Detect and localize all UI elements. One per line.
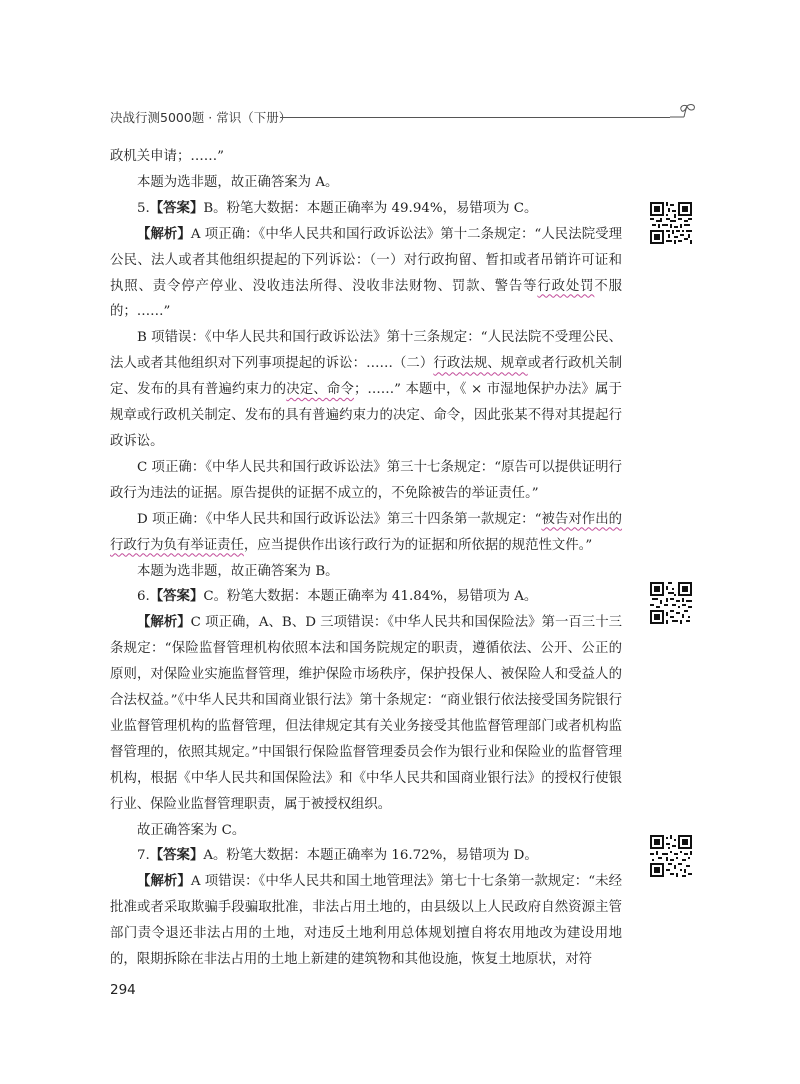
section-marker: 【解析】 (137, 614, 191, 631)
analysis-5-b: B 项错误：《中华人民共和国行政诉讼法》第十三条规定：“人民法院不受理公民、法人或者其他组织对下列事项提起的诉讼：……（二）行政法规、规章或者行政机关制定、发布的具有普遍约束力的决定、命令；……” 本题中，《 × 市湿地保护办法》属于规章或行政机关制定、发布的具有普遍约束力的决定、命令，因此张某不得对其提起行政诉讼。 (110, 330, 623, 449)
qr-code-icon[interactable] (650, 582, 692, 624)
analysis-5-d: D 项正确：《中华人民共和国行政诉讼法》第三十四条第一款规定：“被告对作出的行政行为负有举证责任，应当提供作出该行政行为的证据和所依据的规范性文件。” (110, 511, 623, 553)
paragraph: 本题为选非题，故正确答案为 A。 (137, 174, 339, 190)
wavy-underline: 决定、命令 (286, 382, 355, 398)
section-marker: 【解析】 (137, 873, 191, 890)
section-marker: 【答案】 (149, 199, 204, 216)
conclusion-6: 故正确答案为 C。 (137, 822, 246, 838)
wavy-underline: 行政处罚 (537, 278, 595, 294)
wavy-underline: 行政法规、规章 (433, 356, 528, 372)
answer-line-7: 7.【答案】A。粉笔大数据：本题正确率为 16.72%，易错项为 D。 (137, 847, 538, 864)
page-number: 294 (110, 982, 136, 998)
section-marker: 【答案】 (149, 588, 204, 605)
section-marker: 【解析】 (137, 225, 191, 242)
answer-explanations (110, 144, 622, 973)
answer-line-6: 6.【答案】C。粉笔大数据：本题正确率为 41.84%，易错项为 A。 (137, 588, 538, 605)
section-marker: 【答案】 (149, 847, 204, 864)
analysis-5-a: 【解析】A 项正确：《中华人民共和国行政诉讼法》第十二条规定：“人民法院受理公民、法人或者其他组织提起的下列诉讼：（一）对行政拘留、暂扣或者吊销许可证和执照、责令停产停业、没收违法所得、没收非法财物、罚款、警告等行政处罚不服的；……” (110, 225, 623, 320)
sprout-icon (670, 102, 698, 126)
paragraph: 政机关申请；……” (110, 149, 224, 164)
qr-code-icon[interactable] (650, 202, 692, 244)
analysis-5-c: C 项正确：《中华人民共和国行政诉讼法》第三十七条规定：“原告可以提供证明行政行为违法的证据。原告提供的证据不成立的，不免除被告的举证责任。” (110, 459, 622, 501)
running-header (110, 102, 690, 132)
analysis-7: 【解析】A 项错误：《中华人民共和国土地管理法》第七十七条第一款规定：“未经批准或者采取欺骗手段骗取批准，非法占用土地的，由县级以上人民政府自然资源主管部门责令退还非法占用的土地，对违反土地利用总体规划擅自将农用地改为建设用地的，限期拆除在非法占用的土地上新建的建筑物和其他设施，恢复土地原状，对符 (110, 873, 622, 968)
analysis-6: 【解析】C 项正确，A、B、D 三项错误：《中华人民共和国保险法》第一百三十三条规定：“保险监督管理机构依照本法和国务院规定的职责，遵循依法、公开、公正的原则，对保险业实施监督管理，维护保险市场秩序，保护投保人、被保险人和受益人的合法权益。”《中华人民共和国商业银行法》第十条规定：“商业银行依法接受国务院银行业监督管理机构的监督管理，但法律规定其有关业务接受其他监督管理部门或者机构监督管理的，依照其规定。”中国银行保险监督管理委员会作为银行业和保险业的监督管理机构，根据《中华人民共和国保险法》和《中华人民共和国商业银行法》的授权行使银行业、保险业监督管理职责，属于被授权组织。 (110, 614, 622, 812)
answer-line-5: 5.【答案】B。粉笔大数据：本题正确率为 49.94%，易错项为 C。 (137, 199, 538, 216)
book-title: 决战行测5000题 · 常识（下册） (110, 110, 292, 125)
header-rule (280, 117, 670, 118)
wavy-underline: 被告对作出的行政行为负有举证责任 (110, 511, 623, 553)
conclusion-5: 本题为选非题，故正确答案为 B。 (137, 563, 339, 579)
qr-code-icon[interactable] (650, 835, 692, 877)
